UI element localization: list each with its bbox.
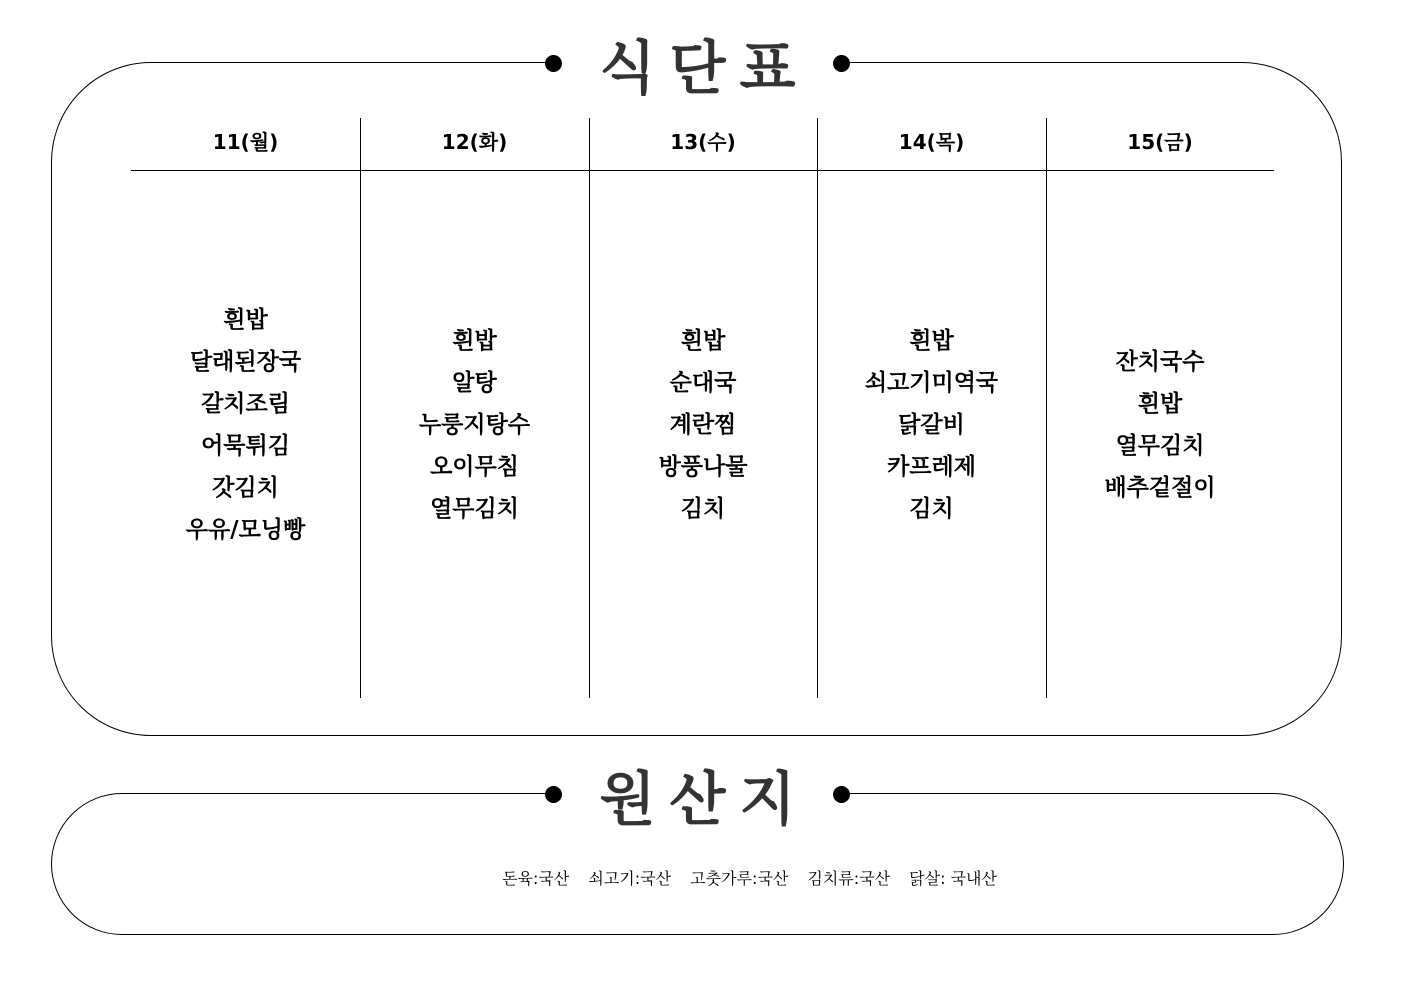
dish-item: 열무김치 [430, 495, 519, 522]
origin-item: 돈육:국산 [502, 869, 570, 888]
origin-list [0, 866, 1403, 889]
day-header-fri: 15(금) [1127, 129, 1193, 154]
dish-item: 잔치국수 [1115, 348, 1205, 375]
origin-title-block [545, 758, 850, 833]
origin-dot-left [545, 786, 562, 803]
origin-item: 고춧가루:국산 [690, 869, 789, 888]
title-dot-left [545, 55, 562, 72]
dish-item: 김치 [680, 495, 726, 522]
dish-item: 닭갈비 [898, 411, 965, 438]
dish-item: 계란찜 [669, 411, 737, 438]
dish-item: 배추겉절이 [1104, 474, 1216, 501]
day-column-fri [1046, 171, 1274, 698]
origin-dot-right [833, 786, 850, 803]
day-header-tue: 12(화) [441, 129, 508, 154]
dish-item: 오이무침 [430, 453, 519, 480]
day-header-thu: 14(목) [898, 129, 965, 154]
day-column-mon [131, 171, 360, 698]
day-column-tue [360, 171, 589, 698]
dish-item: 우유/모닝빵 [185, 516, 306, 543]
day-header-wed: 13(수) [670, 129, 736, 154]
origin-title: 원산지 [599, 765, 810, 833]
dish-item: 카프레제 [887, 453, 976, 480]
dish-item: 흰밥 [223, 306, 268, 333]
dish-item: 알탕 [452, 369, 497, 396]
dish-item: 흰밥 [452, 327, 497, 354]
dish-item: 누룽지탕수 [418, 411, 531, 438]
dish-item: 열무김치 [1115, 432, 1205, 459]
menu-body-row [131, 171, 1274, 698]
day-column-wed [589, 171, 817, 698]
menu-table [131, 118, 1274, 698]
dish-item: 어묵튀김 [201, 432, 290, 459]
dish-item: 흰밥 [1137, 390, 1183, 417]
dish-item: 방풍나물 [658, 453, 748, 480]
menu-title-block [545, 27, 850, 102]
menu-title: 식단표 [599, 34, 810, 102]
day-column-thu [817, 171, 1046, 698]
dish-item: 갈치조림 [201, 390, 290, 417]
origin-item: 김치류:국산 [807, 869, 891, 888]
title-dot-right [833, 55, 850, 72]
day-header-row [131, 118, 1274, 171]
day-header-mon: 11(월) [212, 129, 279, 154]
dish-item: 김치 [909, 495, 954, 522]
dish-item: 달래된장국 [189, 348, 302, 375]
origin-item: 닭살: 국내산 [909, 869, 997, 888]
dish-item: 갓김치 [212, 474, 279, 501]
dish-item: 쇠고기미역국 [864, 369, 999, 396]
dish-item: 흰밥 [909, 327, 954, 354]
dish-item: 순대국 [669, 369, 737, 396]
dish-item: 흰밥 [680, 327, 726, 354]
origin-item: 쇠고기:국산 [588, 869, 672, 888]
